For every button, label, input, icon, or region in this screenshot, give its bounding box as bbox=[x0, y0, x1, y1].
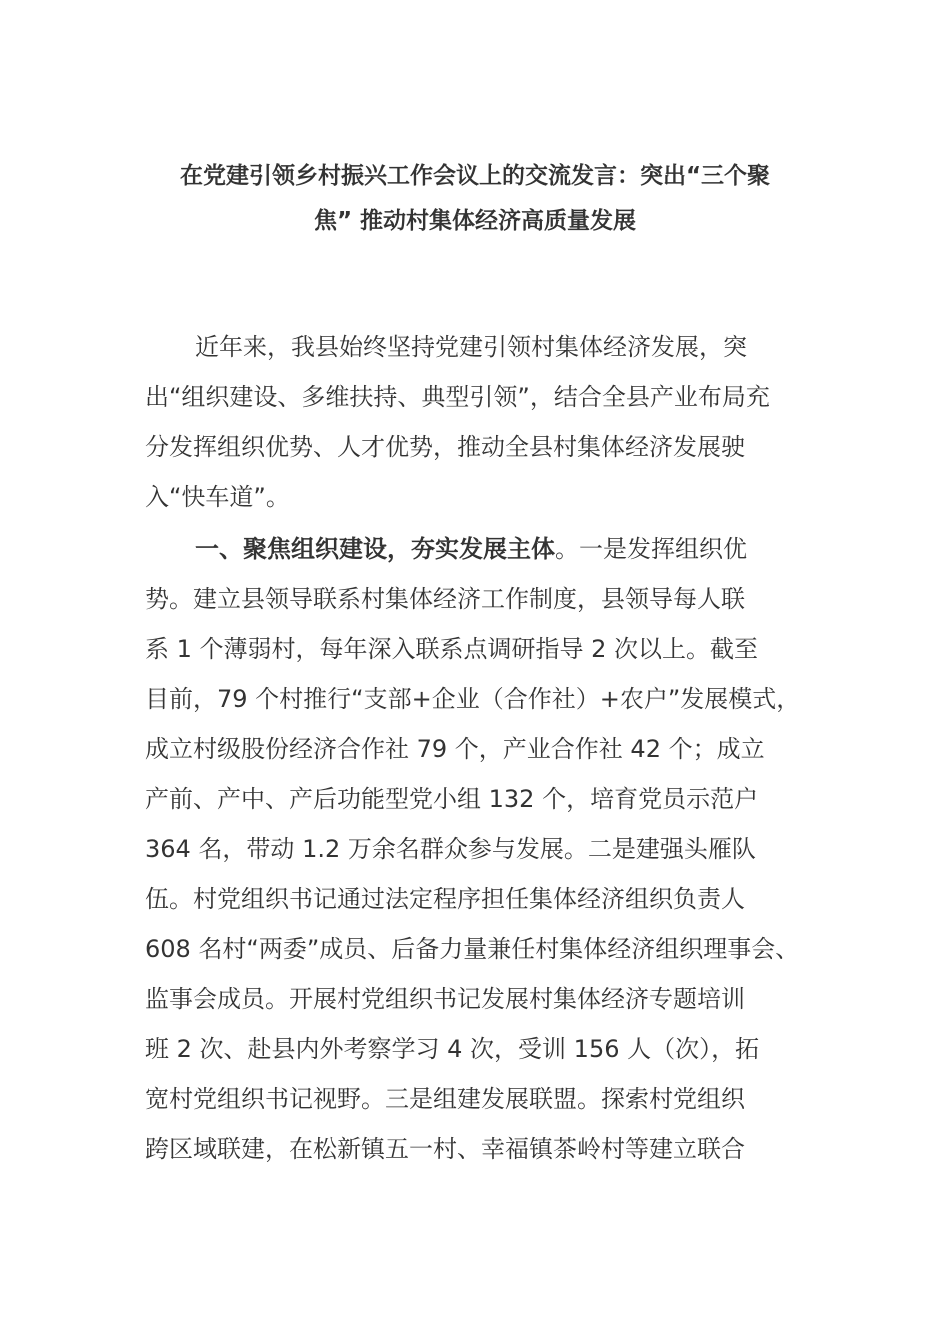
section-1-first-line-rest: 。一是发挥组织优 bbox=[555, 535, 747, 563]
document-body bbox=[145, 322, 825, 1176]
intro-line-2: 出“组织建设、多维扶持、典型引领”，结合全县产业布局充 bbox=[145, 383, 770, 411]
intro-line-3: 分发挥组织优势、人才优势，推动全县村集体经济发展驶 bbox=[145, 433, 745, 461]
section-1-line: 监事会成员。开展村党组织书记发展村集体经济专题培训 bbox=[145, 985, 745, 1013]
intro-paragraph bbox=[145, 322, 825, 522]
document-title bbox=[145, 154, 805, 244]
section-1-line: 宽村党组织书记视野。三是组建发展联盟。探索村党组织 bbox=[145, 1085, 745, 1113]
title-line-1: 在党建引领乡村振兴工作会议上的交流发言：突出“三个聚 bbox=[179, 163, 771, 189]
title-line-2: 焦” 推动村集体经济高质量发展 bbox=[313, 208, 637, 234]
section-1-paragraph bbox=[145, 524, 825, 1174]
section-1-line: 班 2 次、赴县内外考察学习 4 次，受训 156 人（次），拓 bbox=[145, 1035, 760, 1063]
intro-line-4: 入“快车道”。 bbox=[145, 483, 290, 511]
section-1-line: 成立村级股份经济合作社 79 个，产业合作社 42 个；成立 bbox=[145, 735, 765, 763]
section-1-line: 364 名，带动 1.2 万余名群众参与发展。二是建强头雁队 bbox=[145, 835, 756, 863]
section-1-heading: 一、聚焦组织建设，夯实发展主体 bbox=[195, 535, 555, 563]
section-1-line: 伍。村党组织书记通过法定程序担任集体经济组织负责人 bbox=[145, 885, 745, 913]
section-1-line: 势。建立县领导联系村集体经济工作制度，县领导每人联 bbox=[145, 585, 745, 613]
section-1-line: 跨区域联建，在松新镇五一村、幸福镇茶岭村等建立联合 bbox=[145, 1135, 745, 1163]
section-1-line: 产前、产中、产后功能型党小组 132 个，培育党员示范户 bbox=[145, 785, 759, 813]
intro-line-1: 近年来，我县始终坚持党建引领村集体经济发展，突 bbox=[195, 333, 747, 361]
section-1-line: 目前，79 个村推行“支部+企业（合作社）+农户”发展模式， bbox=[145, 685, 801, 713]
section-1-line: 608 名村“两委”成员、后备力量兼任村集体经济组织理事会、 bbox=[145, 935, 800, 963]
section-1-first-line bbox=[145, 524, 825, 574]
section-1-line: 系 1 个薄弱村，每年深入联系点调研指导 2 次以上。截至 bbox=[145, 635, 759, 663]
